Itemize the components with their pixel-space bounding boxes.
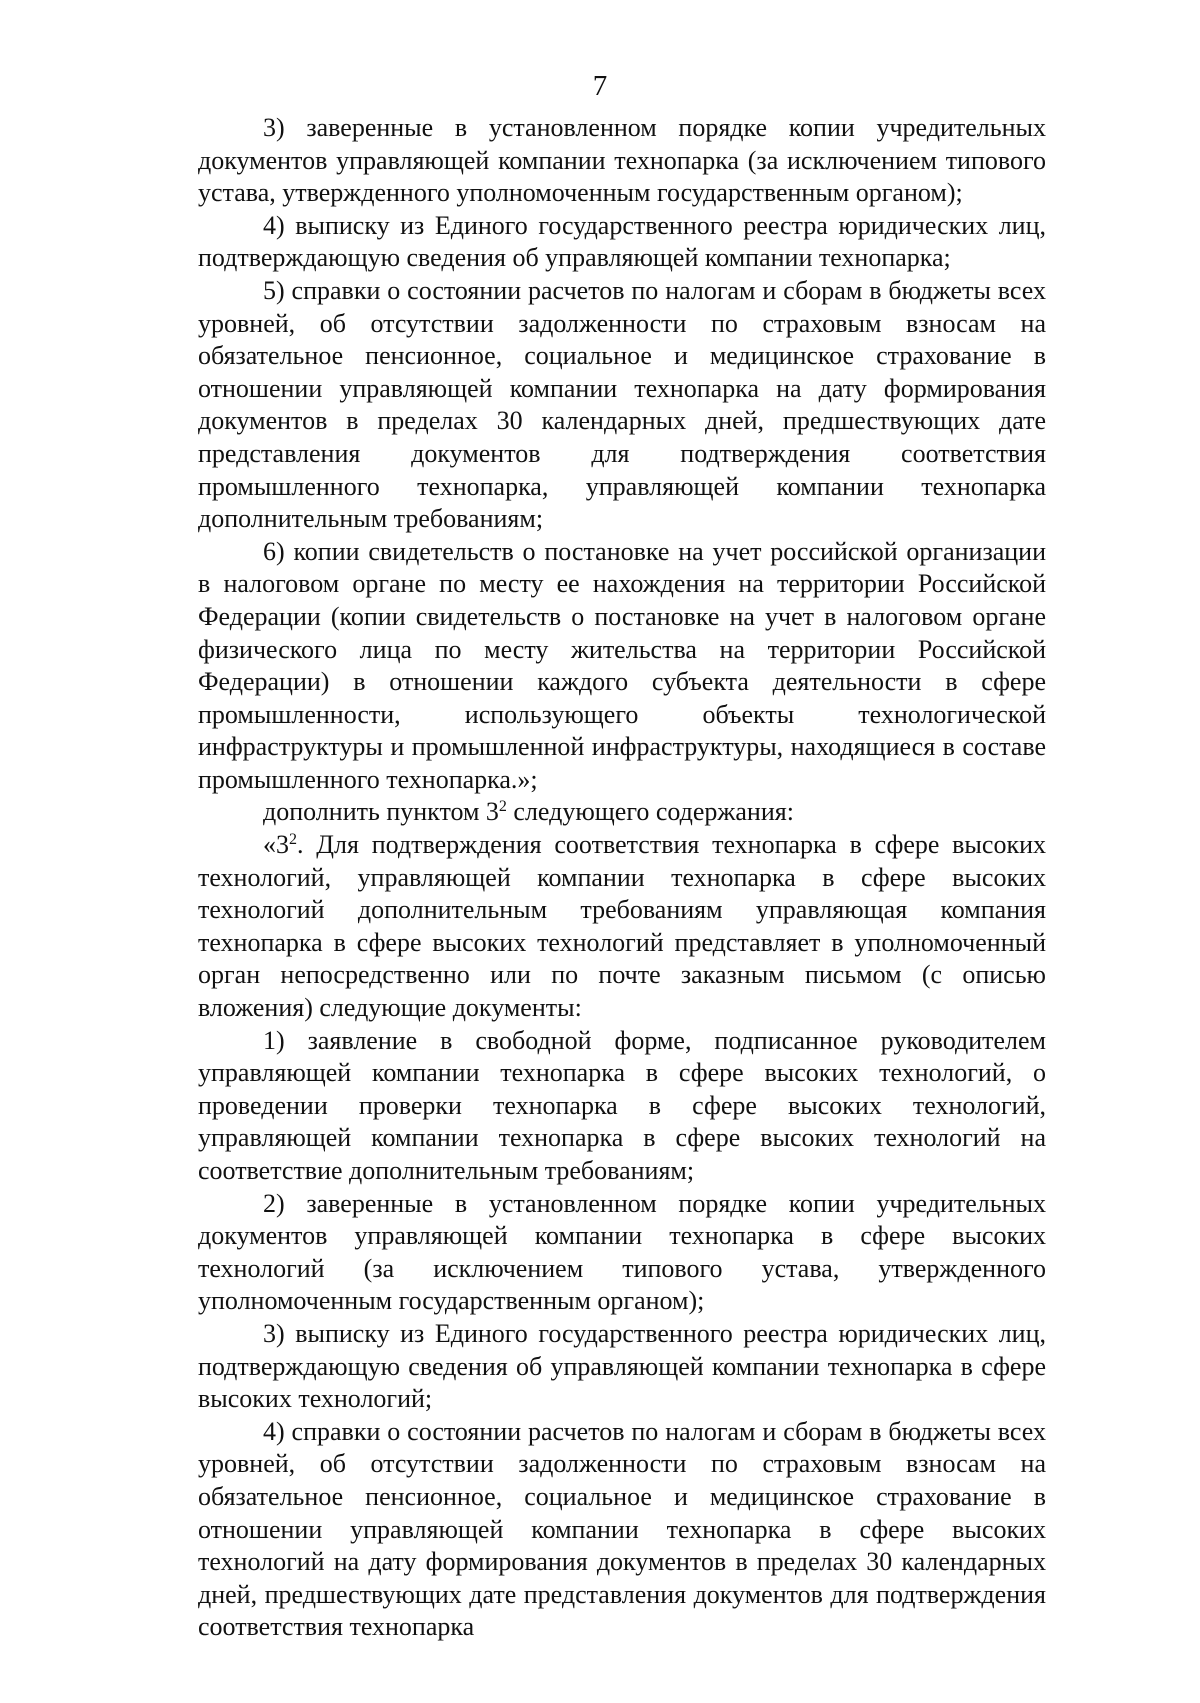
superscript: 2	[289, 831, 297, 849]
paragraph-item-3-copies-of-documents: 3) заверенные в установленном порядке копии учредительных документов управляющей компании технопарка (за исключением типового устава, утвержденного уполномоченным государственным органом);	[198, 113, 1046, 208]
paragraph-clause-3-2-lead: «3	[263, 830, 289, 860]
paragraph-hightech-item-4-tax-certificates: 4) справки о состоянии расчетов по налогам и сборам в бюджеты всех уровней, об отсутствии задолженности по страховым взносам на обязательное пенсионное, социальное и медицинское страхование в отношении управляющей компании технопарка в сфере высоких технологий на дату формирования документов в пределах 30 календарных дней, предшествующих дате представления документов для подтверждения соответствия технопарка	[198, 1416, 1046, 1642]
paragraph-item-4-registry-extract: 4) выписку из Единого государственного реестра юридических лиц, подтверждающую сведения об управляющей компании технопарка;	[198, 210, 1046, 273]
paragraph-hightech-item-1-application: 1) заявление в свободной форме, подписанное руководителем управляющей компании технопарка в сфере высоких технологий, о проведении проверки технопарка в сфере высоких технологий, управляющей компании технопарка в сфере высоких технологий на соответствие дополнительным требованиям;	[198, 1025, 1046, 1185]
paragraph-amendment-intro-tail: следующего содержания:	[506, 797, 794, 827]
paragraph-hightech-item-2-copies-of-documents: 2) заверенные в установленном порядке копии учредительных документов управляющей компании технопарка в сфере высоких технологий (за исключением типового устава, утвержденного уполномоченным государственным органом);	[198, 1188, 1046, 1316]
paragraph-item-5-tax-certificates: 5) справки о состоянии расчетов по налогам и сборам в бюджеты всех уровней, об отсутствии задолженности по страховым взносам на обязательное пенсионное, социальное и медицинское страхование в отношении управляющей компании технопарка на дату формирования документов в пределах 30 календарных дней, предшествующих дате представления документов для подтверждения соответствия промышленного технопарка, управляющей компании технопарка дополнительным требованиям;	[198, 275, 1046, 534]
document-body	[198, 112, 1046, 1644]
page-number: 7	[592, 70, 608, 102]
paragraph-clause-3-2-text: . Для подтверждения соответствия технопарка в сфере высоких технологий, управляющей компании технопарка в сфере высоких технологий дополнительным требованиям управляющая компания технопарка в сфере высоких технологий представляет в уполномоченный орган непосредственно или по почте заказным письмом (с описью вложения) следующие документы:	[198, 830, 1046, 1023]
paragraph-amendment-intro	[198, 796, 1046, 829]
paragraph-item-6-registration-certificates: 6) копии свидетельств о постановке на учет российской организации в налоговом органе по месту ее нахождения на территории Российской Федерации (копии свидетельств о постановке на учет в налоговом органе физического лица по месту жительства на территории Российской Федерации) в отношении каждого субъекта деятельности в сфере промышленности, использующего объекты технологической инфраструктуры и промышленной инфраструктуры, находящиеся в составе промышленного технопарка.»;	[198, 536, 1046, 794]
paragraph-clause-3-2	[198, 829, 1046, 1025]
paragraph-hightech-item-3-registry-extract: 3) выписку из Единого государственного реестра юридических лиц, подтверждающую сведения об управляющей компании технопарка в сфере высоких технологий;	[198, 1318, 1046, 1414]
paragraph-amendment-intro-text: дополнить пунктом 3	[263, 797, 499, 827]
superscript: 2	[498, 798, 507, 816]
